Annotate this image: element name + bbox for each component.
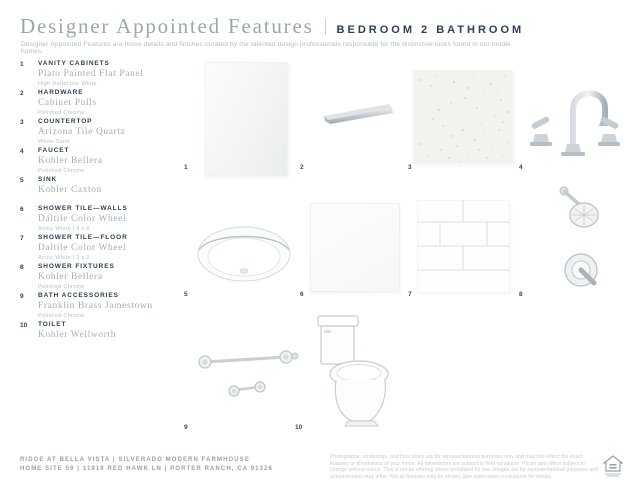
feature-category: SHOWER FIXTURES <box>38 263 115 270</box>
feature-finish: Arctic White | 2 x 2 <box>38 255 90 261</box>
feature-finish: Polished Chrome <box>38 284 85 290</box>
legal-disclaimer: Photographs, renderings, and floor plans are for representational purposes only and may not reflect the exact features or dimensions of your home. All dimensions are subject to field variations. Prices and offers subject to change without notice. This is not an offering where prohibited by law. Images are for representational purposes and actual product may differ. Not all features may be shown. See sales team consultants for details. <box>330 454 598 480</box>
address-info: HOME SITE 59 | 11919 RED HAWK LN | PORTER RANCH, CA 91326 <box>20 466 273 472</box>
feature-item <box>20 60 185 89</box>
gallery-number: 3 <box>408 164 412 171</box>
feature-number: 4 <box>20 148 24 155</box>
feature-finish: High Reflective White <box>38 81 97 87</box>
shower-fixtures-image <box>548 184 612 294</box>
oval-undermount-sink-image <box>196 220 292 290</box>
header-description: Designer Appointed Features are home details and finishes curated by the talented design professionals responsible for the distinctive looks found in our model homes. <box>21 41 511 55</box>
two-piece-toilet-image <box>312 314 396 428</box>
cabinet-pull-image <box>320 100 395 126</box>
feature-product: Daltile Color Wheel <box>38 243 127 253</box>
feature-product: Arizona Tile Quartz <box>38 127 126 137</box>
feature-number: 10 <box>20 322 28 329</box>
title-separator-line <box>325 19 326 35</box>
feature-finish: White Sand <box>38 139 70 145</box>
feature-category: FAUCET <box>38 147 70 154</box>
gallery-number: 10 <box>295 424 303 431</box>
gallery-number: 4 <box>519 164 523 171</box>
quartz-sample-image <box>413 70 513 163</box>
feature-item <box>20 321 185 350</box>
feature-number: 9 <box>20 293 24 300</box>
gallery-number: 5 <box>184 291 188 298</box>
feature-category: BATH ACCESSORIES <box>38 292 119 299</box>
feature-number: 2 <box>20 90 24 97</box>
feature-item <box>20 234 185 263</box>
footer-left <box>20 456 273 474</box>
gallery-number: 1 <box>184 164 188 171</box>
header <box>20 14 524 39</box>
feature-item <box>20 147 185 176</box>
feature-category: TOILET <box>38 321 67 328</box>
bath-accessories-image <box>194 338 302 406</box>
feature-product: Daltile Color Wheel <box>38 214 127 224</box>
feature-number: 6 <box>20 206 24 213</box>
feature-product: Kohler Bellera <box>38 272 103 282</box>
page-title: Designer Appointed Features <box>20 14 314 38</box>
equal-housing-logo-icon <box>603 455 623 479</box>
gallery-number: 7 <box>408 291 412 298</box>
feature-finish: Polished Chrome <box>38 313 85 319</box>
feature-finish: Polished Chrome <box>38 168 85 174</box>
feature-item <box>20 292 185 321</box>
feature-finish: Arctic White | 6 x 6 <box>38 226 90 232</box>
feature-category: SHOWER TILE—WALLS <box>38 205 128 212</box>
feature-finish: Polished Chrome <box>38 110 85 116</box>
gallery-number: 2 <box>300 164 304 171</box>
feature-category: SHOWER TILE—FLOOR <box>38 234 128 241</box>
gallery-number: 9 <box>184 424 188 431</box>
feature-item <box>20 263 185 292</box>
room-title: BEDROOM 2 BATHROOM <box>336 24 525 36</box>
vanity-flat-panel-image <box>205 62 288 176</box>
community-info: RIDGE AT BELLA VISTA | SILVERADO MODERN FARMHOUSE <box>20 457 250 463</box>
feature-category: HARDWARE <box>38 89 84 96</box>
widespread-faucet-image <box>527 78 623 158</box>
shower-wall-tile-image <box>310 203 400 292</box>
features-list <box>20 60 185 350</box>
feature-item <box>20 205 185 234</box>
feature-category: SINK <box>38 176 58 183</box>
feature-product: Plato Painted Flat Panel <box>38 69 144 79</box>
feature-item <box>20 176 185 205</box>
gallery-number: 6 <box>300 291 304 298</box>
feature-product: Franklin Brass Jamestown <box>38 301 153 311</box>
feature-number: 8 <box>20 264 24 271</box>
gallery-number: 8 <box>519 291 523 298</box>
feature-number: 7 <box>20 235 24 242</box>
feature-item <box>20 89 185 118</box>
feature-number: 1 <box>20 61 24 68</box>
feature-number: 5 <box>20 177 24 184</box>
feature-product: Kohler Caxton <box>38 185 102 195</box>
shower-floor-tile-image <box>417 200 510 293</box>
feature-product: Cabinet Pulls <box>38 98 97 108</box>
feature-item <box>20 118 185 147</box>
feature-number: 3 <box>20 119 24 126</box>
feature-category: VANITY CABINETS <box>38 60 110 67</box>
feature-product: Kohler Bellera <box>38 156 103 166</box>
feature-category: COUNTERTOP <box>38 118 93 125</box>
feature-product: Kohler Wellworth <box>38 330 117 340</box>
